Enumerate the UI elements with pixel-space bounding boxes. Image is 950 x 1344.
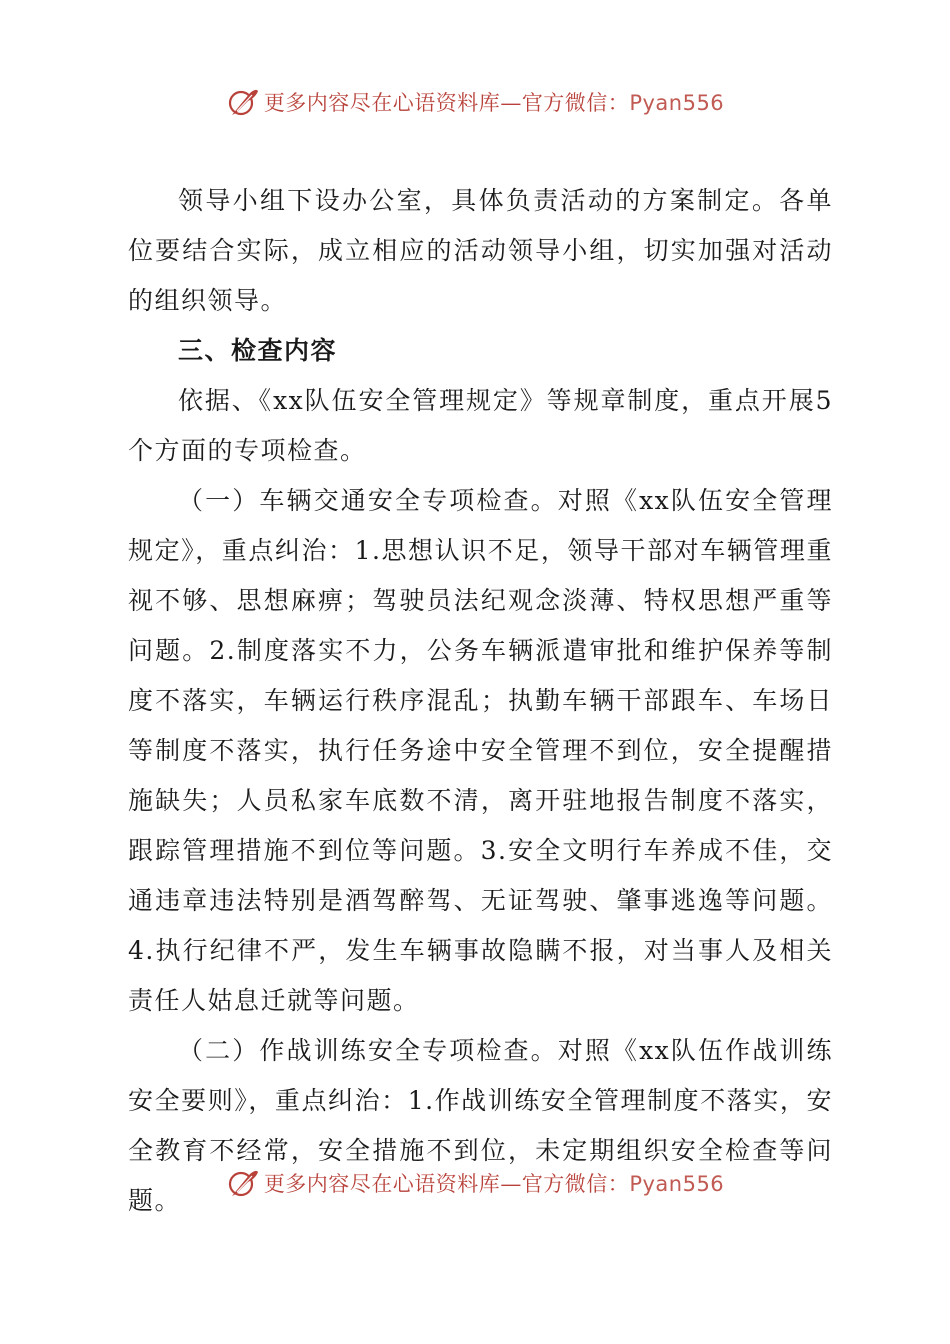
watermark-text: 更多内容尽在心语资料库—官方微信：Pyan556 xyxy=(263,91,725,115)
watermark-text: 更多内容尽在心语资料库—官方微信：Pyan556 xyxy=(263,1172,725,1196)
paragraph-vehicle-safety: （一）车辆交通安全专项检查。对照《xx队伍安全管理规定》，重点纠治：1.思想认识不足，领导干部对车辆管理重视不够、思想麻痹；驾驶员法纪观念淡薄、特权思想严重等问题。2.制度落实不力，公务车辆派遣审批和维护保养等制度不落实，车辆运行秩序混乱；执勤车辆干部跟车、车场日等制度不落实，执行任务途中安全管理不到位，安全提醒措施缺失；人员私家车底数不清，离开驻地报告制度不落实，跟踪管理措施不到位等问题。3.安全文明行车养成不佳，交通违章违法特别是酒驾醉驾、无证驾驶、肇事逃逸等问题。4.执行纪律不严，发生车辆事故隐瞒不报，对当事人及相关责任人姑息迁就等问题。 xyxy=(128,486,833,1015)
document-body xyxy=(128,176,833,1226)
header-watermark-banner xyxy=(0,82,950,122)
section-heading-inspection-content: 三、检查内容 xyxy=(178,336,338,365)
paragraph-office-setup: 领导小组下设办公室，具体负责活动的方案制定。各单位要结合实际，成立相应的活动领导小组，切实加强对活动的组织领导。 xyxy=(128,186,833,315)
footer-watermark-banner xyxy=(0,1163,950,1203)
quill-logo-icon xyxy=(226,85,260,119)
quill-logo-icon xyxy=(226,1166,260,1200)
paragraph-training-safety: （二）作战训练安全专项检查。对照《xx队伍作战训练安全要则》，重点纠治：1.作战训练安全管理制度不落实，安全教育不经常，安全措施不到位，未定期组织安全检查等问题。 xyxy=(128,1036,833,1215)
paragraph-basis: 依据、《xx队伍安全管理规定》等规章制度，重点开展5个方面的专项检查。 xyxy=(128,386,833,465)
